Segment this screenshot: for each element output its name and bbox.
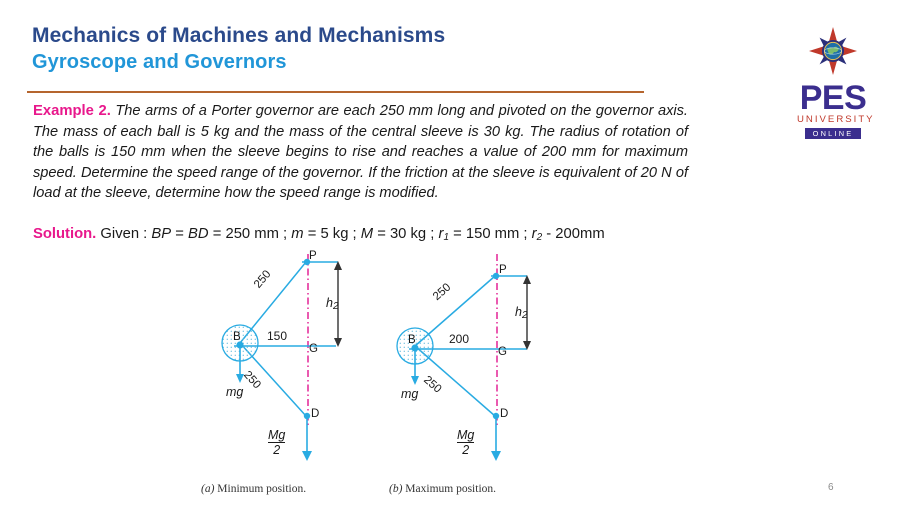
example-problem-text: The arms of a Porter governor are each 250 mm long and pivoted on the governor axis. The mass of each ball is 5 kg and the mass of the central sleeve is 30 kg. The radius of rotation of the balls is 150 mm when the sleeve begins to rise and reaches a value of 200 mm for maximum speed. Determine the speed range of the governor. If the friction at the sleeve is equivalent of 20 N of load at the sleeve, determine how the speed range is modified.	[33, 103, 688, 202]
given-symbol-0: BP	[151, 226, 172, 242]
solution-line	[33, 224, 713, 248]
figure-b-lower-arm-length: 250	[421, 374, 444, 396]
given-value-3: = 30 kg ;	[373, 226, 439, 242]
figure-b-upper-arm-length: 250	[431, 281, 454, 304]
figure-b-label-P: P	[499, 264, 507, 276]
figure-a-upper-arm-length: 250	[252, 268, 274, 291]
figure-b-ball-weight: mg	[401, 387, 419, 401]
solution-given-values	[151, 226, 604, 242]
figure-a-height-label: $h_2$	[326, 296, 339, 312]
figure-a	[190, 250, 405, 500]
figure-b-label-D: D	[500, 408, 509, 420]
logo-pes-text: PES	[799, 79, 867, 117]
given-symbol-2: m	[291, 226, 304, 242]
given-value-1: = 250 mm ;	[208, 226, 292, 242]
figure-b-sleeve-force	[457, 428, 474, 457]
given-symbol-5: r	[531, 226, 537, 242]
figure-b-caption-text: Maximum position.	[402, 483, 497, 495]
sleeve-force-head	[491, 451, 501, 461]
given-subscript-4: 1	[443, 232, 449, 243]
given-value-0: =	[171, 226, 189, 242]
figure-b-radius-value: 200	[449, 332, 470, 346]
given-symbol-4: r	[438, 226, 444, 242]
figure-a-drawing	[190, 250, 405, 500]
given-value-5: - 200mm	[542, 226, 605, 242]
given-symbol-1: BD	[188, 226, 209, 242]
figure-a-label-G: G	[309, 343, 318, 355]
figure-b-sleeve-force-numerator: Mg	[457, 428, 475, 442]
page-number: 6	[828, 482, 834, 493]
given-symbol-3: M	[360, 226, 374, 242]
figure-a-label-P: P	[309, 250, 317, 262]
mg-arrow-head	[411, 376, 419, 385]
figure-a-radius-value: 150	[267, 329, 288, 343]
pes-university-logo	[797, 26, 875, 138]
figure-b-height-label: $h_2$	[515, 305, 528, 321]
figure-a-sleeve-force	[268, 428, 285, 457]
figure-a-caption-index: (a)	[201, 483, 215, 495]
figure-a-caption	[201, 483, 306, 495]
solution-label: Solution.	[33, 226, 97, 242]
given-value-4: = 150 mm ;	[449, 226, 532, 242]
figure-b-label-B: B	[408, 334, 416, 346]
figure-a-label-B: B	[233, 331, 241, 343]
figure-b-caption-index: (b)	[389, 483, 403, 495]
example-paragraph	[33, 101, 688, 204]
figure-b-caption	[389, 483, 496, 495]
figure-b-sleeve-force-denominator: 2	[457, 442, 474, 457]
logo-university-text: UNIVERSITY	[797, 114, 875, 125]
page-title	[32, 22, 692, 75]
figure-a-lower-arm-length: 250	[241, 369, 263, 392]
figure-a-ball-weight: mg	[226, 385, 244, 399]
figure-a-label-D: D	[311, 408, 320, 420]
figures-container	[150, 250, 580, 505]
header-divider	[27, 91, 644, 93]
figure-a-sleeve-force-denominator: 2	[268, 442, 285, 457]
figure-b	[375, 250, 590, 500]
sleeve-force-head	[302, 451, 312, 461]
solution-given-prefix: Given :	[100, 226, 152, 242]
given-subscript-5: 2	[536, 232, 543, 243]
figure-a-sleeve-force-numerator: Mg	[268, 428, 286, 442]
figure-b-drawing	[375, 250, 590, 500]
given-value-2: = 5 kg ;	[303, 226, 361, 242]
figure-a-caption-text: Minimum position.	[214, 483, 307, 495]
title-line-secondary: Gyroscope and Governors	[32, 51, 287, 73]
compass-star-icon	[797, 26, 869, 78]
title-line-primary: Mechanics of Machines and Mechanisms	[32, 24, 446, 47]
logo-online-badge: ONLINE	[805, 128, 861, 139]
figure-b-label-G: G	[498, 346, 507, 358]
example-label: Example 2.	[33, 103, 111, 119]
